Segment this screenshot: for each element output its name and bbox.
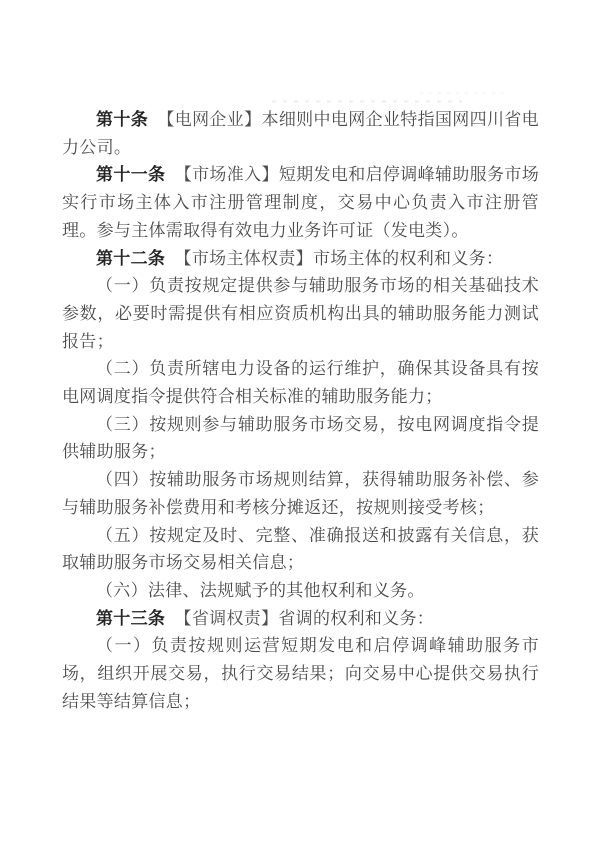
item-text: （五）按规定及时、完整、准确报送和披露有关信息，获取辅助服务市场交易相关信息； [62,525,539,573]
article-text: 本细则中电网企业特指国网四川省电力公司。 [62,110,539,157]
item-text: （三）按规则参与辅助服务市场交易，按电网调度指令提供辅助服务； [62,414,539,462]
article-paragraph-11 [62,161,539,244]
article-tag: 【市场主体权责】 [174,248,313,268]
article-number: 第十条 [96,110,149,129]
list-item-12-3 [62,411,539,466]
item-text: （四）按辅助服务市场规则结算，获得辅助服务补偿、参与辅助服务补偿费用和考核分摊返还，按规则接受考核； [62,470,539,517]
item-text: （六）法律、法规赋予的其他权利和义务。 [96,580,425,600]
article-number: 第十一条 [96,165,166,185]
article-text: 省调的权利和义务： [278,608,435,628]
article-number: 第十二条 [96,248,166,268]
item-text: （一）负责按规定提供参与辅助服务市场的相关基础技术参数，必要时需提供有相应资质机构出具的辅助服务能力测试报告； [62,276,539,351]
list-item-13-1 [62,632,539,715]
article-text: 市场主体的权利和义务： [312,248,504,268]
article-tag: 【省调权责】 [174,608,279,628]
item-text: （一）负责按规则运营短期发电和启停调峰辅助服务市场，组织开展交易，执行交易结果；向交易中心提供交易执行结果等结算信息； [62,636,539,711]
document-body [62,106,539,715]
article-paragraph-10 [62,106,539,161]
article-paragraph-12 [62,245,539,273]
list-item-12-1 [62,272,539,355]
list-item-12-5 [62,522,539,577]
article-text: 短期发电和启停调峰辅助服务市场实行市场主体入市注册管理制度，交易中心负责入市注册管理。参与主体需取得有效电力业务许可证（发电类）。 [62,165,539,240]
article-tag: 【市场准入】 [174,165,279,185]
list-item-12-2 [62,355,539,410]
scan-noise-artifact [272,100,462,103]
article-number: 第十三条 [96,608,166,628]
list-item-12-4 [62,466,539,521]
item-text: （二）负责所辖电力设备的运行维护，确保其设备具有按电网调度指令提供符合相关标准的辅助服务能力； [62,359,539,407]
article-tag: 【电网企业】 [157,110,262,129]
article-paragraph-13 [62,605,539,633]
list-item-12-6 [62,577,539,605]
scan-noise-artifact [420,92,510,94]
